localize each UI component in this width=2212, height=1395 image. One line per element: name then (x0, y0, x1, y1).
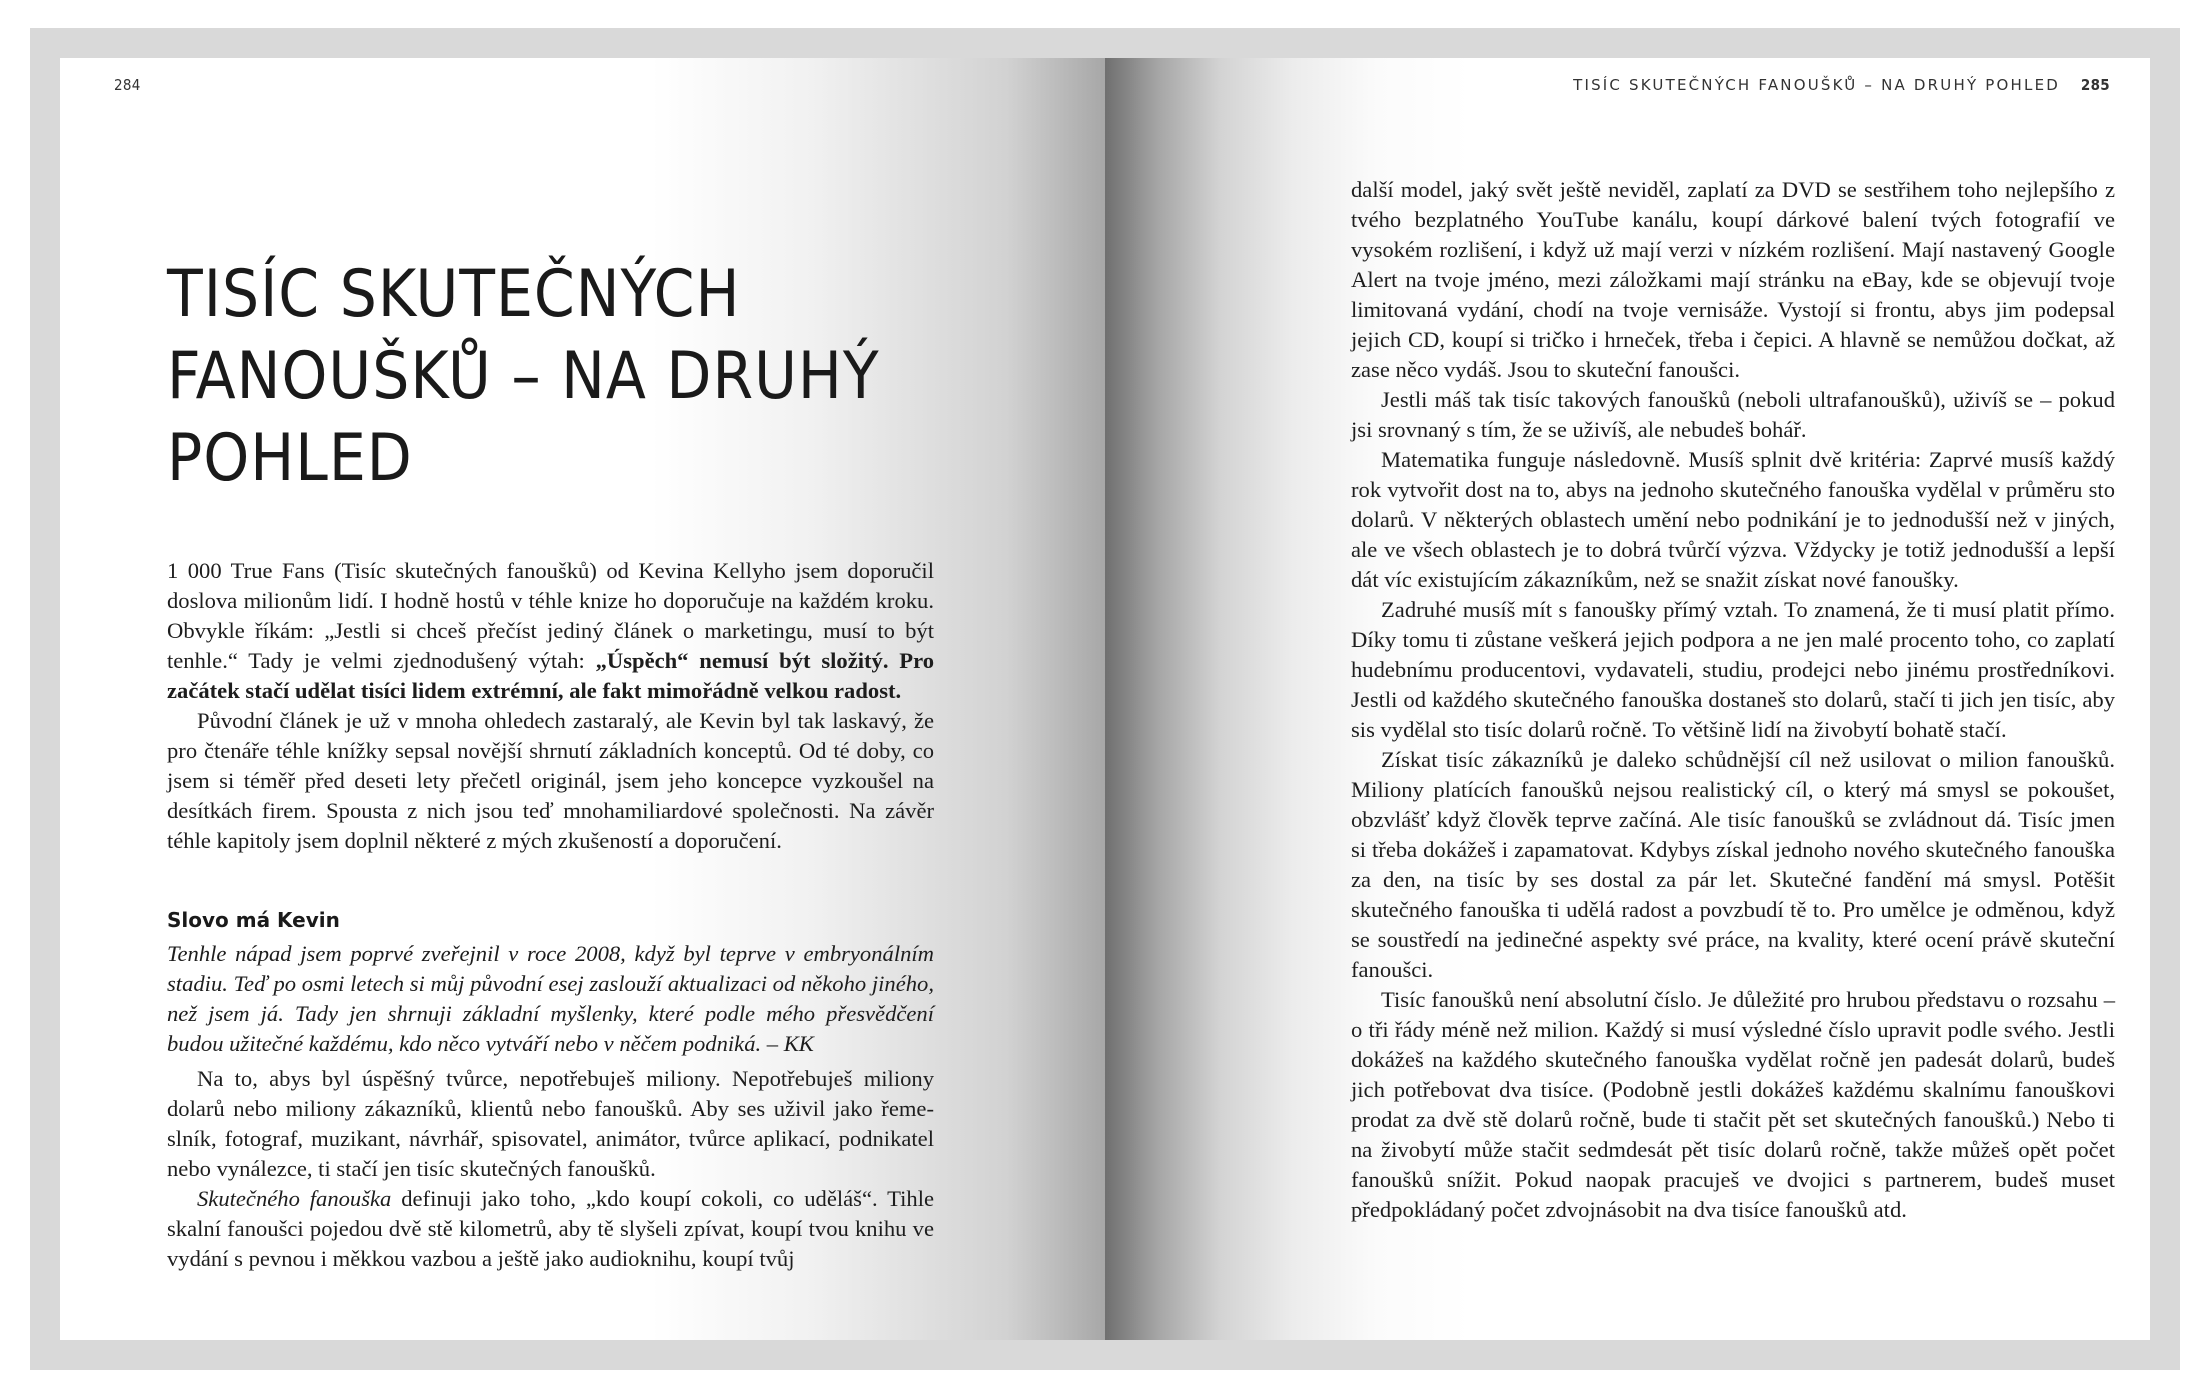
kevin-note (167, 939, 934, 1059)
book-spread (30, 28, 2180, 1370)
intro-paragraph-2: Původní článek je už v mnoha ohledech zastaralý, ale Kevin byl tak laskavý, že pro čtenáře téhle knížky sepsal novější shrnutí základních konceptů. Od té doby, co jsem si téměř před deseti lety přečetl originál, jsem jeho koncepce vyzkoušel na desítkách firem. Spousta z nich jsou teď mnohamiliardové společnosti. Na závěr téhle kapitoly jsem doplnil některé z mých zkušeností a doporučení. (167, 708, 934, 853)
main-paragraph-1: Na to, abys byl úspěšný tvůrce, nepotřebuješ miliony. Nepotřebuješ miliony dolarů nebo miliony zákazníků, klientů nebo fanoušků. Aby ses uživil jako řemeslník, fotograf, muzikant, návrhář, spisovatel, animátor, tvůrce aplikací, podnikatel nebo vynálezce, ti stačí jen tisíc skutečných fanoušků. (167, 1066, 934, 1181)
main-text-left (167, 1064, 934, 1274)
main-paragraph-2-text: definuji jako toho, „kdo koupí cokoli, co uděláš“. Tihle skalní fanoušci pojedou dvě stě kilometrů, aby tě slyšeli zpívat, koupí tvou knihu ve vydání s pevnou i měkkou vazbou a ještě jako audioknihu, koupí tvůj (167, 1186, 934, 1271)
section-subheading: Slovo má Kevin (167, 908, 340, 932)
main-paragraph-2 (167, 1184, 934, 1274)
intro-text (167, 556, 934, 856)
main-paragraph-2-italic: Skutečného fanouška (197, 1186, 392, 1211)
chapter-title-line-3: POHLED (167, 421, 413, 496)
intro-paragraph-1-text: 1 000 True Fans (Tisíc skutečných fanoušků) od Kevina Kellyho jsem doporučil doslova milionům lidí. I hodně hostů v téhle knize ho doporučuje na každém kroku. Obvykle říkám: „Jestli si chceš přečíst jediný článek o marketingu, musí to být tenhle.“ Tady je velmi zjednodušený výtah: (167, 558, 934, 673)
right-paragraph-1: další model, jaký svět ještě neviděl, zaplatí za DVD se sestřihem toho nejlepšího z tvého bezplatného YouTube kanálu, koupí dárkové balení tvých fotografií ve vysokém rozlišení, i když už mají verzi v nízkém rozlišení. Mají nastavený Google Alert na tvoje jméno, mezi záložkami mají stránku na eBay, kde se objevují tvoje limitovaná vydání, chodí na tvoje vernisáže. Vystojí si frontu, abys jim podepsal jejich CD, koupí si tričko i hrneček, třeba i čepici. A hlavně se nemůžou dočkat, až zase něco vydáš. Jsou to skuteční fanoušci. (1351, 177, 2115, 382)
right-paragraph-3: Matematika funguje následovně. Musíš splnit dvě kritéria: Zaprvé musíš každý rok vytvořit dost na to, abys na jednoho skutečného fanouška vydělal v průměru sto dolarů. V některých oblastech umění nebo podnikání je to jednodušší než v jiných, ale ve všech oblastech je to dobrá tvůrčí výzva. Vždycky je totiž jednodušší a lepší dát víc existujícím zákazníkům, než se snažit získat nové fanoušky. (1351, 447, 2115, 592)
main-text-right (1351, 175, 2115, 1225)
right-page (1105, 58, 2150, 1340)
left-page (60, 58, 1135, 1340)
running-head: TISÍC SKUTEČNÝCH FANOUŠKŮ – NA DRUHÝ POHLED (1573, 76, 2060, 94)
intro-paragraph-1-bold: „Úspěch“ nemusí být složitý. Pro začátek stačí udělat tisíci lidem extrémní, ale fakt mimořádně velkou radost. (167, 648, 934, 703)
right-paragraph-6: Tisíc fanoušků není absolutní číslo. Je důležité pro hrubou představu o rozsahu – o tři řády méně než milion. Každý si musí výsledné číslo upravit podle svého. Jestli dokážeš na každého skutečného fanouška vydělat ročně jen padesát dolarů, budeš jich potřebovat dva tisíce. (Podobně jestli dokážeš každému skalnímu fanouškovi prodat za dvě stě dolarů ročně, bude ti stačit pět set skutečných fanoušků.) Nebo ti na živobytí může stačit sedmdesát pět tisíc dolarů ročně, takže můžeš opět počet fanoušků snížit. Pokud naopak pracuješ ve dvojici s partnerem, budeš muset předpokládaný počet zdvojnásobit na dva tisíce fanoušků atd. (1351, 987, 2115, 1222)
kevin-note-paragraph: Tenhle nápad jsem poprvé zveřejnil v roce 2008, když byl teprve v embryonálním stadiu. Teď po osmi letech si můj původní esej zaslouží aktualizaci od někoho jiného, než jsem já. Tady jen shrnuji základní myšlenky, které podle mého přesvědčení budou užitečné každému, kdo něco vytváří nebo v něčem podniká. – KK (167, 941, 934, 1056)
intro-paragraph-1 (167, 556, 934, 706)
right-paragraph-2: Jestli máš tak tisíc takových fanoušků (neboli ultrafanoušků), uživíš se – pokud jsi srovnaný s tím, že se uživíš, ale nebudeš bohář. (1351, 387, 2115, 442)
page-number-left: 284 (114, 76, 141, 94)
chapter-title-line-1: TISÍC SKUTEČNÝCH (167, 257, 741, 332)
chapter-title (167, 254, 887, 500)
right-paragraph-4: Zadruhé musíš mít s fanoušky přímý vztah. To znamená, že ti musí platit přímo. Díky tomu ti zůstane veškerá jejich podpora a ne jen malé procento toho, co zaplatí hudebnímu producentovi, vydavateli, studiu, prodejci nebo jinému prostředníkovi. Jestli od každého skutečného fanouška dostaneš sto dolarů, stačí ti jich jen tisíc, aby sis vydělal sto tisíc dolarů ročně. To většině lidí na živobytí bohatě stačí. (1351, 597, 2115, 742)
chapter-title-line-2: FANOUŠKŮ – NA DRUHÝ (167, 339, 880, 414)
page-number-right: 285 (2080, 76, 2110, 94)
right-paragraph-5: Získat tisíc zákazníků je daleko schůdnější cíl než usilovat o milion fanoušků. Miliony platících fanoušků nejsou realistický cíl, o který má smysl se pokoušet, obzvlášť když člověk teprve začíná. Ale tisíc fanoušků se zvládnout dá. Tisíc jmen si třeba dokážeš i zapamatovat. Kdybys získal jednoho nového skutečného fanouška za den, na tisíc by ses dostal za pár let. Skutečné fandění má smysl. Potěšit skutečného fanouška ti udělá radost a povzbudí tě to. Pro umělce je odměnou, když se soustředí na jedinečné aspekty své práce, na kvality, které ocení právě skuteční fanoušci. (1351, 747, 2115, 982)
